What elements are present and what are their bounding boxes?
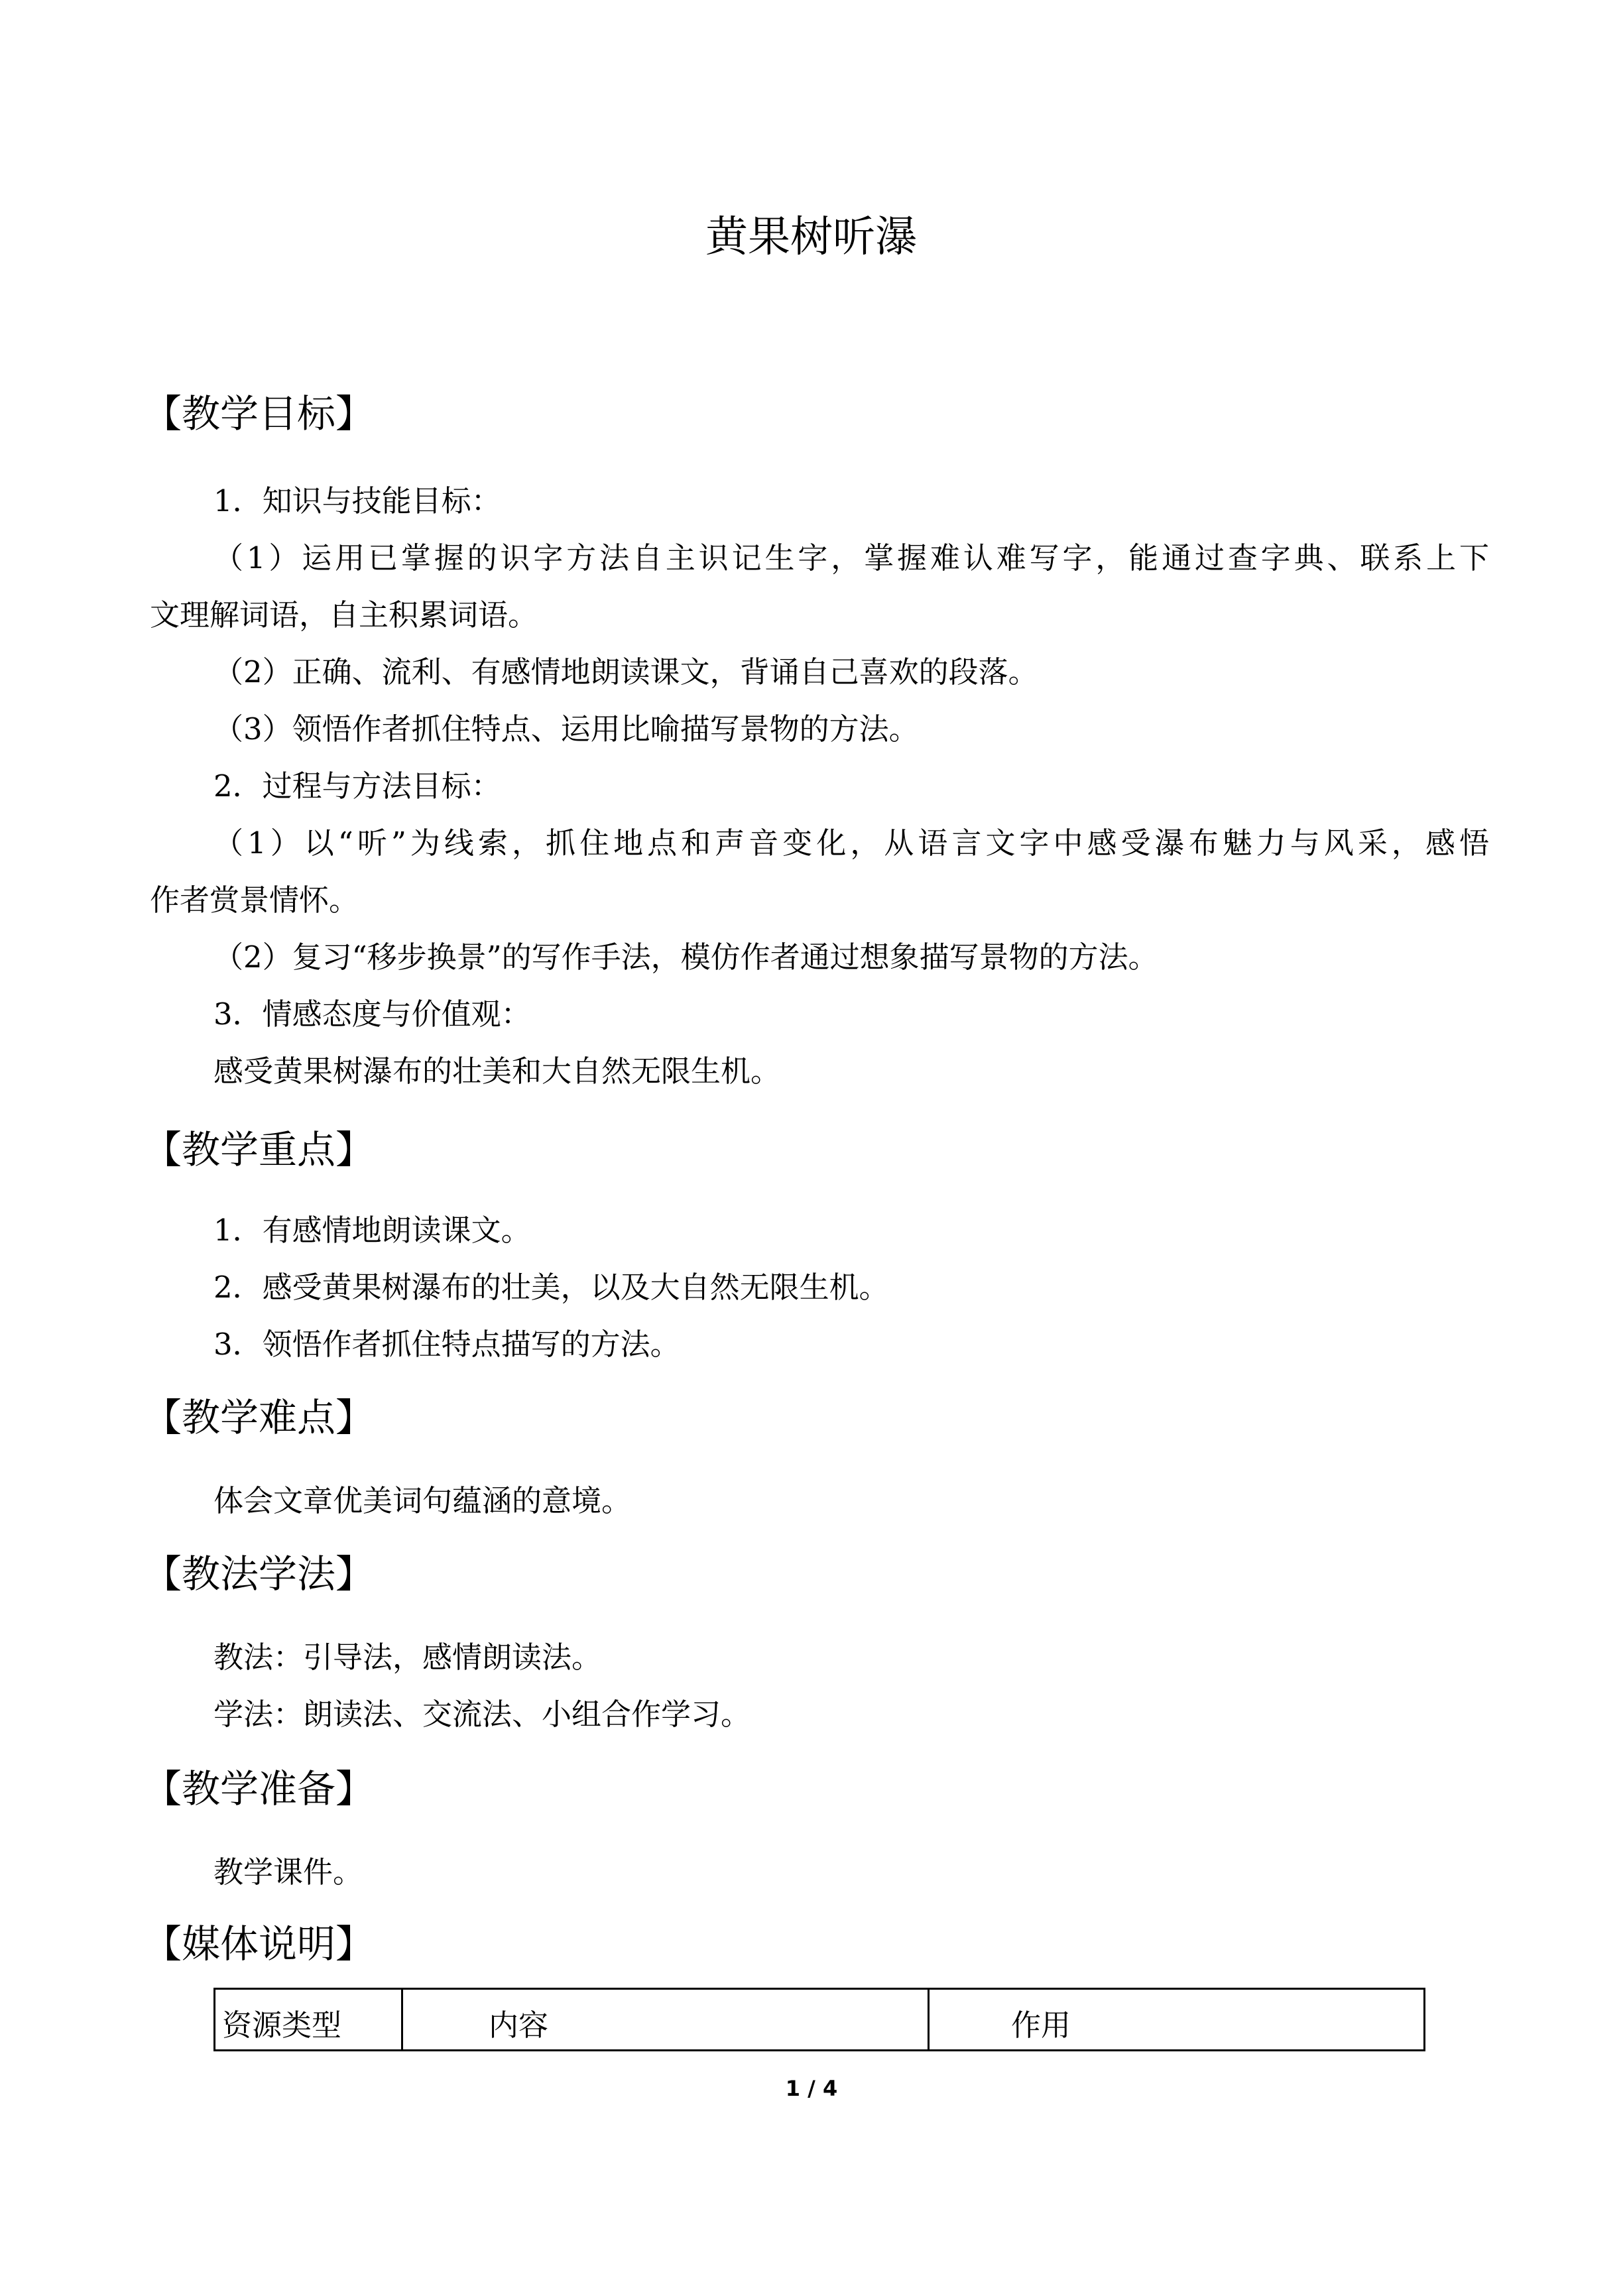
- objective-line: （1）以“听”为线索，抓住地点和声音变化，从语言文字中感受瀑布魅力与风采，感悟: [213, 825, 1489, 861]
- page-number: 1 / 4: [785, 2076, 838, 2101]
- method-line: 学法：朗读法、交流法、小组合作学习。: [213, 1697, 751, 1732]
- objective-line: 感受黄果树瀑布的壮美和大自然无限生机。: [213, 1054, 781, 1089]
- objective-line: 作者赏景情怀。: [150, 882, 359, 918]
- difficulty-line: 体会文章优美词句蕴涵的意境。: [213, 1483, 632, 1518]
- objective-line: （2）正确、流利、有感情地朗读课文，背诵自己喜欢的段落。: [213, 654, 1038, 690]
- heading-methods: 【教法学法】: [143, 1551, 375, 1597]
- table-divider: [928, 1990, 930, 2049]
- table-header-resource-type: 资源类型: [222, 2008, 342, 2043]
- key-point-line: 2．感受黄果树瀑布的壮美，以及大自然无限生机。: [213, 1270, 889, 1305]
- preparation-line: 教学课件。: [213, 1854, 363, 1890]
- heading-media: 【媒体说明】: [143, 1921, 375, 1966]
- key-point-line: 1．有感情地朗读课文。: [213, 1213, 531, 1248]
- heading-preparation: 【教学准备】: [143, 1766, 375, 1811]
- objective-line: （1）运用已掌握的识字方法自主识记生字，掌握难认难写字，能通过查字典、联系上下: [213, 540, 1489, 575]
- objective-line: 1．知识与技能目标：: [213, 483, 501, 518]
- objective-line: 3．情感态度与价值观：: [213, 997, 531, 1032]
- media-table: [213, 1988, 1425, 2051]
- document-title: 黄果树听瀑: [705, 213, 918, 262]
- method-line: 教法：引导法，感情朗读法。: [213, 1640, 602, 1675]
- heading-objectives: 【教学目标】: [143, 391, 375, 436]
- objective-line: （3）领悟作者抓住特点、运用比喻描写景物的方法。: [213, 711, 919, 747]
- table-divider: [401, 1990, 403, 2049]
- table-header-content: 内容: [489, 2008, 549, 2043]
- table-header-purpose: 作用: [1011, 2008, 1071, 2043]
- heading-difficulties: 【教学难点】: [143, 1395, 375, 1440]
- key-point-line: 3．领悟作者抓住特点描写的方法。: [213, 1327, 680, 1362]
- objective-line: 2．过程与方法目标：: [213, 768, 501, 804]
- objective-line: （2）复习“移步换景”的写作手法，模仿作者通过想象描写景物的方法。: [213, 939, 1158, 975]
- objective-line: 文理解词语，自主积累词语。: [150, 597, 538, 633]
- heading-key-points: 【教学重点】: [143, 1127, 375, 1172]
